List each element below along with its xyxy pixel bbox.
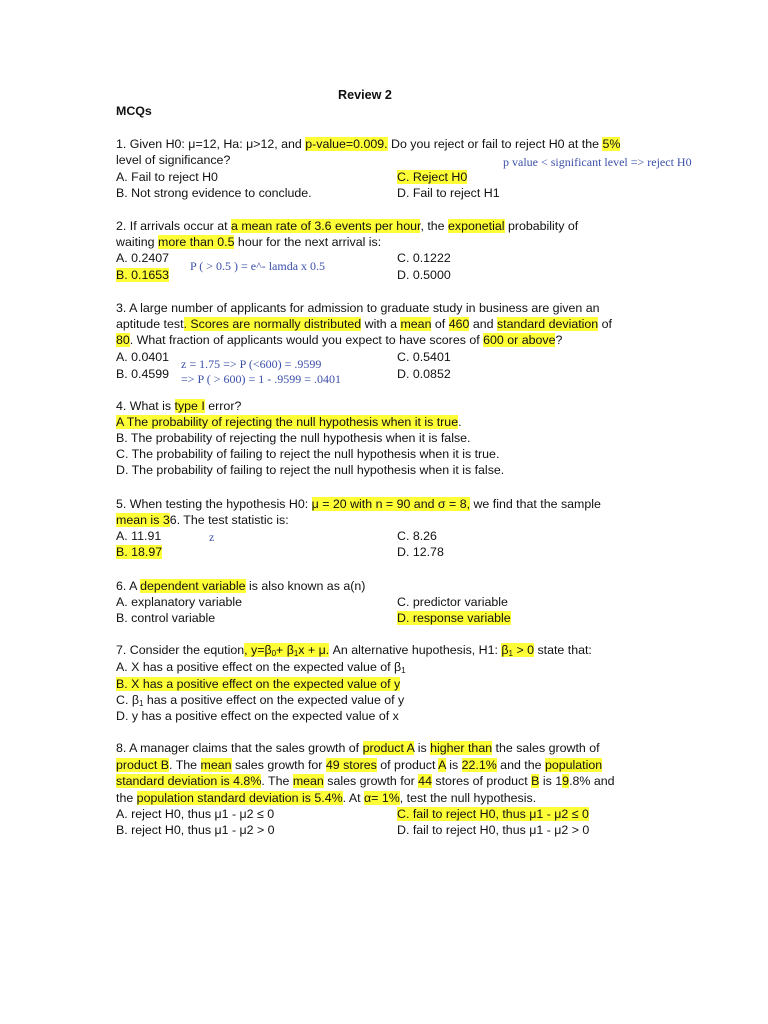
q1-stem-line-2: level of significance?	[116, 153, 231, 167]
q7-option-c: C. $\beta_1$ has a positive effect on the expected value of y	[116, 693, 405, 708]
q2-option-c: C. 0.1222	[397, 251, 451, 265]
section-heading: MCQs	[116, 104, 152, 118]
q4-option-b: B. The probability of rejecting the null hypothesis when it is false.	[116, 431, 471, 445]
q1-option-d: D. Fail to reject H1	[397, 186, 500, 200]
q3-option-d: D. 0.0852	[397, 367, 451, 381]
q5-option-d: D. 12.78	[397, 545, 444, 559]
q5-option-c: C. 8.26	[397, 529, 437, 543]
q4-option-c: C. The probability of failing to reject the null hypothesis when it is true.	[116, 447, 500, 461]
q8-stem-line-1: 8. A manager claims that the sales growth of product A is higher than the sales growth of	[116, 741, 600, 755]
q2-stem-line-2: waiting more than 0.5 hour for the next arrival is:	[116, 235, 382, 249]
q3-option-a: A. 0.0401	[116, 350, 170, 364]
q5-stem-line-2: mean is 36. The test statistic is:	[116, 513, 289, 527]
q2-option-a: A. 0.2407	[116, 251, 170, 265]
q2-stem-line-1: 2. If arrivals occur at a mean rate of 3.6 events per hour, the exponetial probability of	[116, 219, 579, 233]
q1-handwritten-note: p value < significant level => reject H0	[503, 155, 692, 169]
q7-option-a: A. X has a positive effect on the expected value of $\beta_1$	[116, 660, 406, 675]
q8-option-a: A. reject H0, thus μ1 - μ2 ≤ 0	[116, 807, 275, 821]
q2-option-b: B. 0.1653	[116, 268, 170, 282]
q6-option-d: D. response variable	[397, 611, 511, 625]
q8-stem-line-3: standard deviation is 4.8%. The mean sales growth for 44 stores of product B is 19.8% and	[116, 774, 615, 788]
q4-option-d: D. The probability of failing to reject the null hypothesis when it is false.	[116, 463, 505, 477]
q6-option-a: A. explanatory variable	[116, 595, 243, 609]
q3-option-c: C. 0.5401	[397, 350, 451, 364]
q1-option-b: B. Not strong evidence to conclude.	[116, 186, 312, 200]
q6-option-b: B. control variable	[116, 611, 216, 625]
q8-stem-line-2: product B. The mean sales growth for 49 stores of product A is 22.1% and the population	[116, 758, 603, 772]
q1-stem-line-1: 1. Given H0: μ=12, Ha: μ>12, and p-value=0.009. Do you reject or fail to reject H0 at the 5%	[116, 137, 621, 151]
q8-option-d: D. fail to reject H0, thus μ1 - μ2 > 0	[397, 823, 590, 837]
q8-option-c: C. fail to reject H0, thus μ1 - μ2 ≤ 0	[397, 807, 589, 821]
q3-stem-line-1: 3. A large number of applicants for admission to graduate study in business are given an	[116, 301, 600, 315]
q6-option-c: C. predictor variable	[397, 595, 508, 609]
q3-stem-line-3: 80. What fraction of applicants would you expect to have scores of 600 or above?	[116, 333, 563, 347]
q6-stem: 6. A dependent variable is also known as a(n)	[116, 579, 366, 593]
q8-stem-line-4: the population standard deviation is 5.4%. At α= 1%, test the null hypothesis.	[116, 791, 537, 805]
q1-option-a: A. Fail to reject H0	[116, 170, 218, 184]
q7-option-d: D. y has a positive effect on the expected value of x	[116, 709, 399, 723]
q5-stem-line-1: 5. When testing the hypothesis H0: μ = 20 with n = 90 and σ = 8, we find that the sample	[116, 497, 601, 511]
q3-handwritten-note-2: => P ( > 600) = 1 - .9599 = .0401	[181, 372, 342, 386]
q8-option-b: B. reject H0, thus μ1 - μ2 > 0	[116, 823, 275, 837]
page-title: Review 2	[338, 88, 392, 102]
q5-option-a: A. 11.91	[116, 529, 162, 543]
q2-option-d: D. 0.5000	[397, 268, 451, 282]
q4-option-a: A The probability of rejecting the null hypothesis when it is true.	[116, 415, 462, 429]
q3-stem-line-2: aptitude test. Scores are normally distributed with a mean of 460 and standard deviation of	[116, 317, 612, 331]
q4-stem: 4. What is type I error?	[116, 399, 242, 413]
q1-option-c: C. Reject H0	[397, 170, 468, 184]
q5-option-b: B. 18.97	[116, 545, 163, 559]
q7-stem: 7. Consider the eqution, $y=\beta_0+ \beta_1x + \mu$. An alternative hupothesis, H1: $\beta_1 > 0$ state that:	[116, 643, 592, 658]
q3-handwritten-note-1: z = 1.75 => P (<600) = .9599	[181, 357, 322, 371]
q7-option-b: B. X has a positive effect on the expected value of y	[116, 677, 401, 691]
q2-handwritten-note: P ( > 0.5 ) = e^- lamda x 0.5	[190, 259, 326, 273]
q5-handwritten-note: z	[209, 530, 215, 544]
q3-option-b: B. 0.4599	[116, 367, 170, 381]
